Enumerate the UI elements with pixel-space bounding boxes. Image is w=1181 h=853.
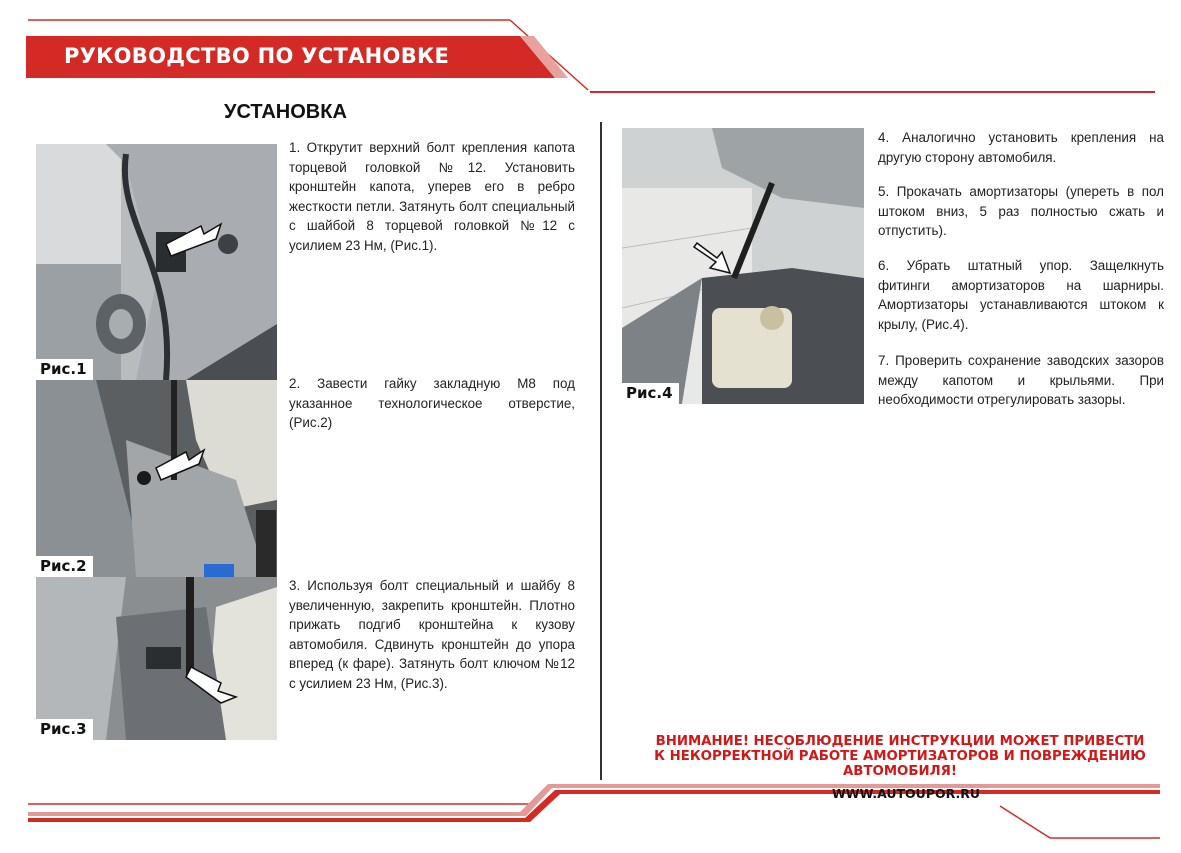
- column-divider: [600, 122, 602, 780]
- section-title: УСТАНОВКА: [224, 101, 347, 123]
- step-1-text: 1. Открутит верхний болт крепления капота торцевой головкой №12. Установить кронштейн капота, уперев его в ребро жесткости петли. Затянуть болт специальный с шайбой 8 торцевой головкой №12 с усилием 23 Нм, (Рис.1).: [289, 140, 575, 253]
- step-2-text: 2. Завести гайку закладную М8 под указанное технологическое отверстие, (Рис.2): [289, 376, 575, 431]
- warning-notice: ВНИМАНИЕ! НЕСОБЛЮДЕНИЕ ИНСТРУКЦИИ МОЖЕТ ПРИВЕСТИ К НЕКОРРЕКТНОЙ РАБОТЕ АМОРТИЗАТОРОВ И ПОВРЕЖДЕНИЮ АВТОМОБИЛЯ!: [654, 734, 1146, 779]
- figure-1-label: Рис.1: [36, 359, 93, 380]
- step-4-text: 4. Аналогично установить крепления на другую сторону автомобиля.: [878, 130, 1164, 165]
- footer-decoration: [0, 778, 1181, 853]
- figure-3-photo: [36, 577, 277, 740]
- step-6-text: 6. Убрать штатный упор. Защелкнуть фитинги амортизаторов на шарниры. Амортизаторы устанавливаются штоком к крылу, (Рис.4).: [878, 258, 1164, 332]
- figure-1-photo: [36, 144, 277, 380]
- figure-2-label: Рис.2: [36, 556, 93, 577]
- figure-4-label: Рис.4: [622, 383, 679, 404]
- step-7-text: 7. Проверить сохранение заводских зазоров между капотом и крыльями. При необходимости отрегулировать зазоры.: [878, 353, 1164, 408]
- figure-4-photo: [622, 128, 864, 404]
- website-link[interactable]: WWW.AUTOUPOR.RU: [832, 786, 981, 801]
- header-title: РУКОВОДСТВО ПО УСТАНОВКЕ: [64, 44, 450, 68]
- figure-3-label: Рис.3: [36, 719, 93, 740]
- step-3-text: 3. Используя болт специальный и шайбу 8 увеличенную, закрепить кронштейн. Плотно прижать подгиб кронштейна к кузову автомобиля. Сдвинуть кронштейн до упора вперед (к фаре). Затянуть болт ключом №12 с усилием 23 Нм, (Рис.3).: [289, 578, 575, 691]
- step-5-text: 5. Прокачать амортизаторы (уперeть в пол штоком вниз, 5 раз полностью сжать и отпустить).: [878, 184, 1164, 239]
- figure-2-photo: [36, 380, 277, 577]
